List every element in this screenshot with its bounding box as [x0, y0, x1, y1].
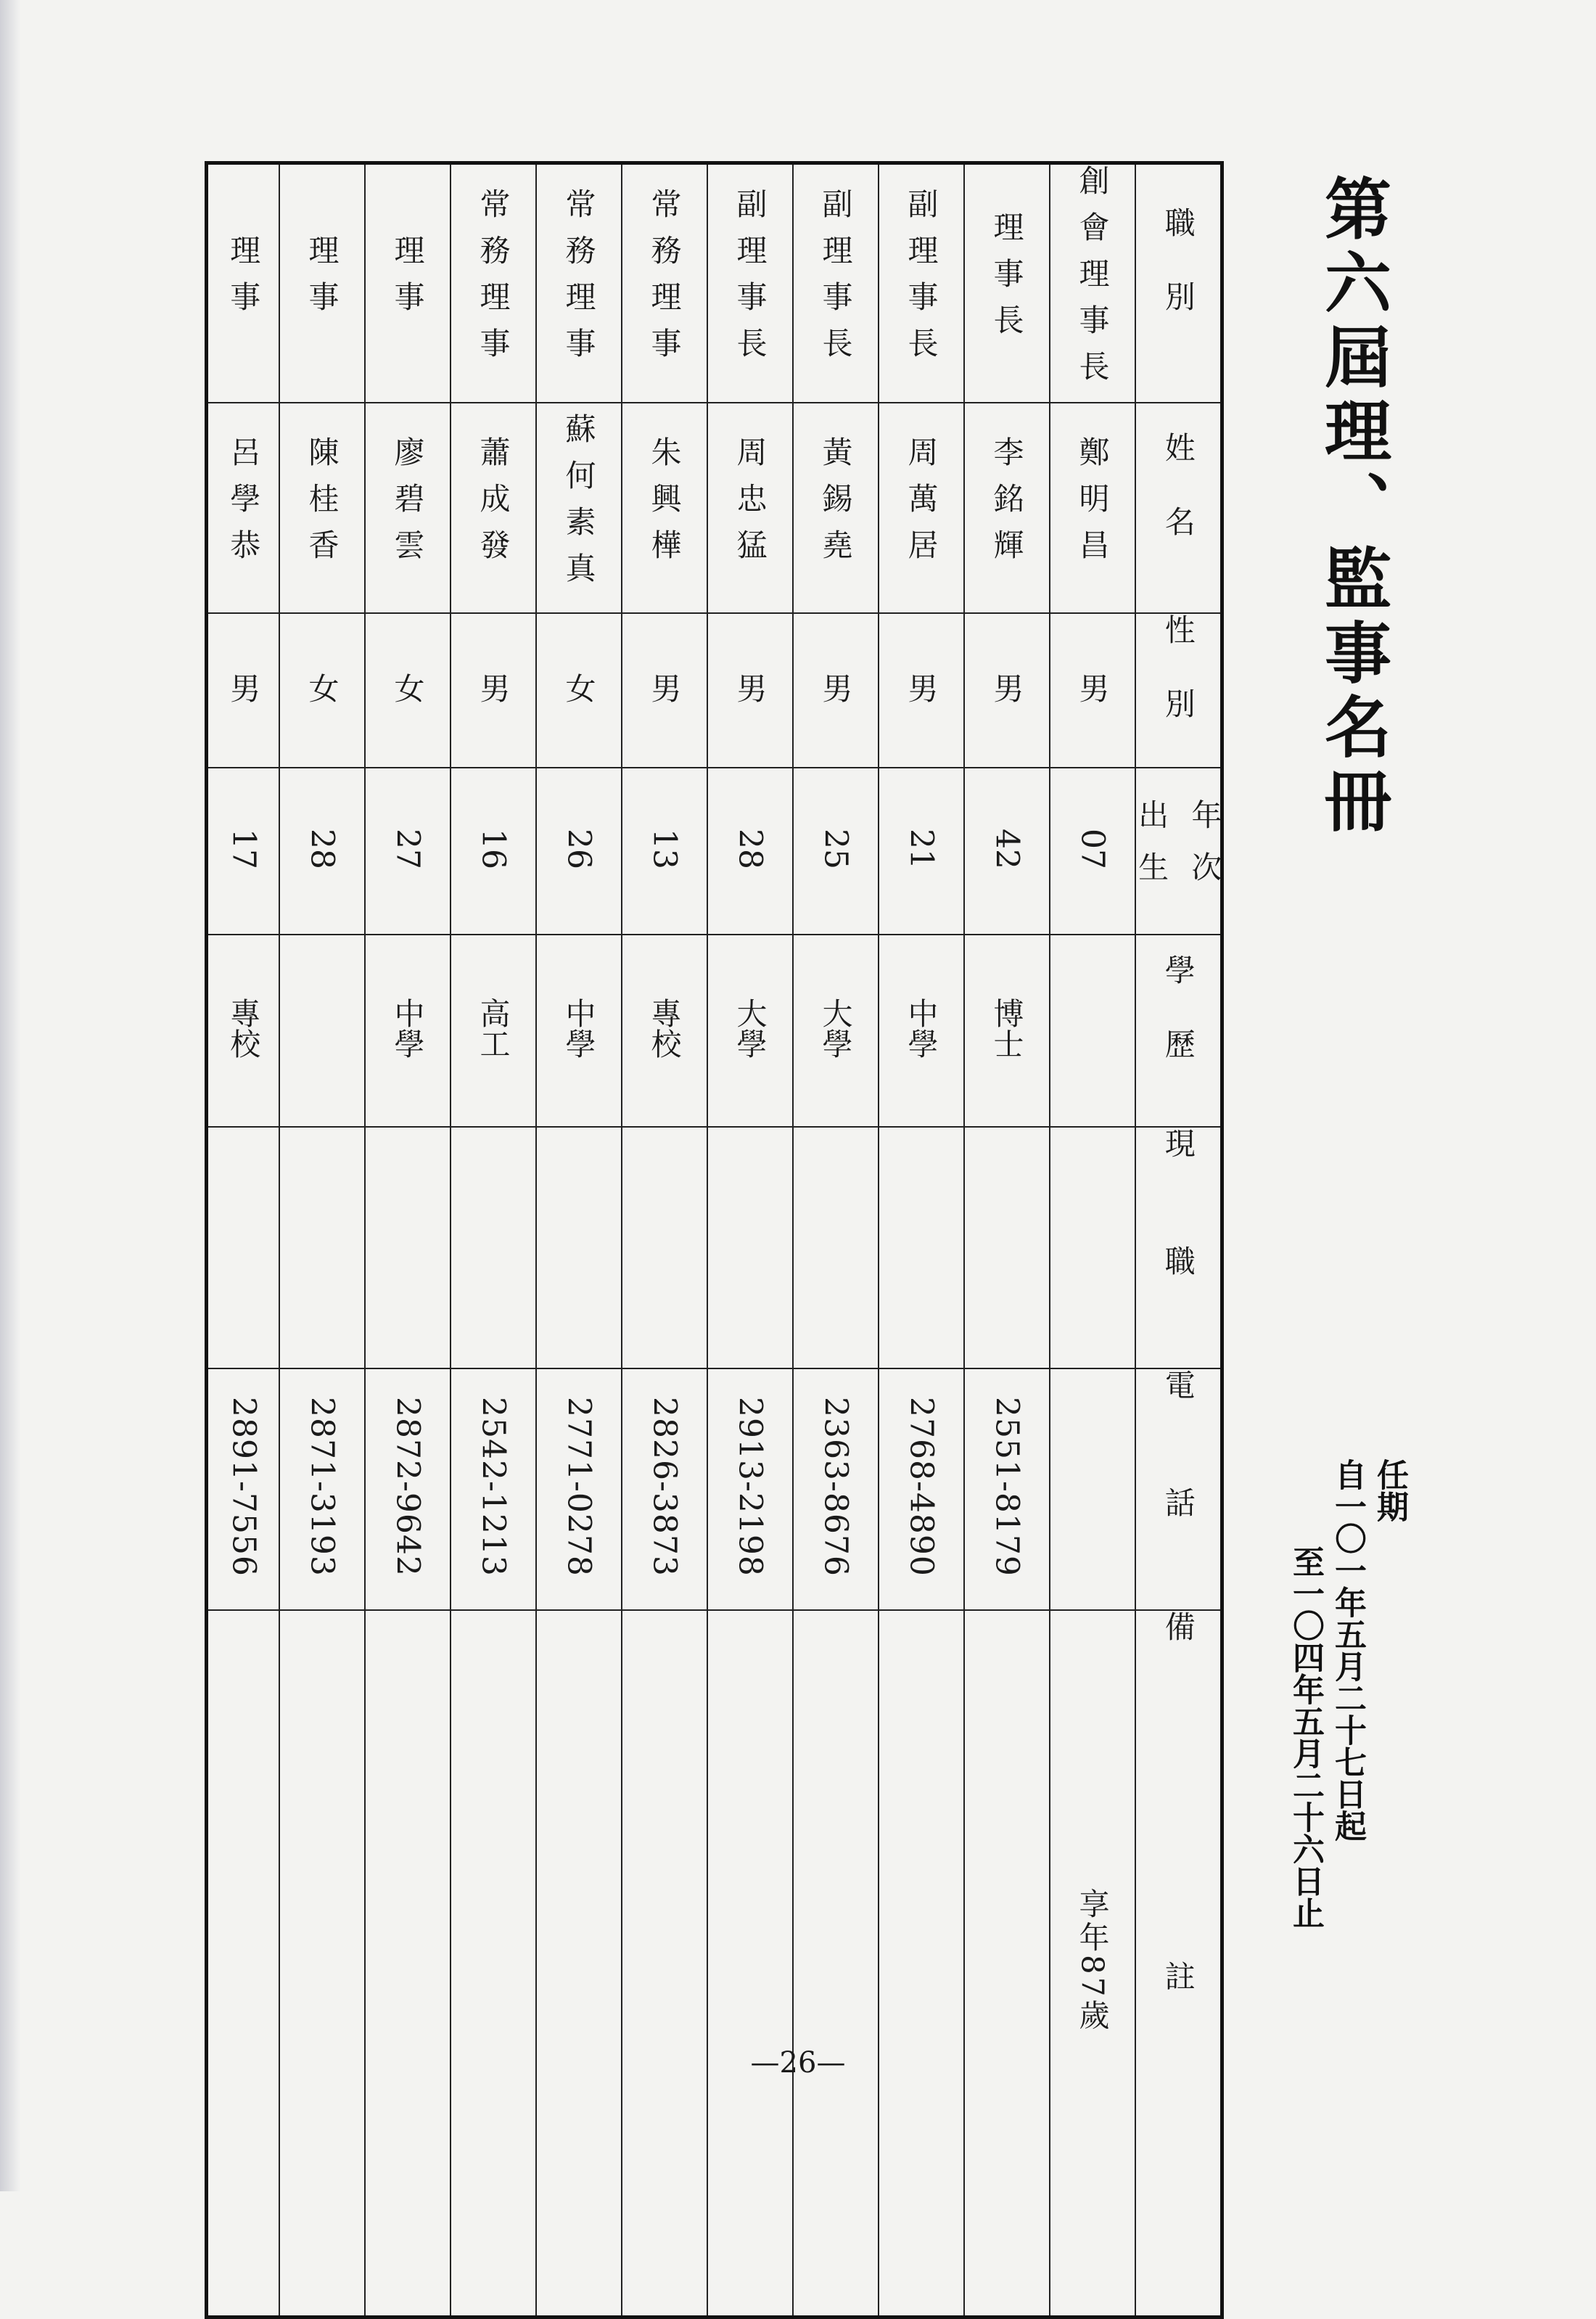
cell-position: [879, 163, 964, 403]
cell-education: [1050, 935, 1135, 1127]
cell-education-text: 專校: [226, 998, 262, 1059]
cell-current-job: [1050, 1127, 1135, 1368]
cell-name: [1050, 403, 1135, 613]
cell-phone-text: 2542-1213: [474, 1397, 512, 1577]
cell-remarks-text: 享年87歲: [1074, 1888, 1111, 2033]
header-birth-year-a: 出生: [1134, 799, 1170, 903]
cell-birth-year: [536, 768, 622, 935]
cell-current-job: [451, 1127, 536, 1368]
cell-birth-year: [793, 768, 879, 935]
cell-name: [207, 403, 279, 613]
cell-birth-year-text: 42: [988, 828, 1026, 869]
cell-phone: [964, 1368, 1050, 1610]
cell-remarks: [707, 1610, 793, 2318]
cell-name-text: 呂學恭: [226, 435, 262, 575]
row-name: [207, 403, 1222, 613]
cell-gender-text: 男: [732, 673, 768, 703]
cell-name: [279, 403, 365, 613]
cell-position-text: 副理事長: [903, 188, 939, 374]
cell-remarks: [536, 1610, 622, 2318]
cell-name: [451, 403, 536, 613]
cell-name-text: 廖碧雲: [390, 435, 426, 575]
cell-gender-text: 男: [475, 673, 511, 703]
cell-gender: [879, 613, 964, 768]
cell-phone: [793, 1368, 879, 1610]
cell-birth-year-text: 07: [1074, 828, 1111, 869]
header-remarks: 備註: [1135, 1610, 1222, 2318]
cell-name: [622, 403, 707, 613]
cell-position-text: 理事: [390, 234, 426, 327]
cell-phone-text: 2913-2198: [731, 1397, 769, 1577]
cell-position: [622, 163, 707, 403]
cell-current-job: [964, 1127, 1050, 1368]
row-current-job: [207, 1127, 1222, 1368]
cell-education-text: 中學: [903, 998, 939, 1059]
cell-phone: [536, 1368, 622, 1610]
cell-name-text: 周忠猛: [732, 435, 768, 575]
cell-remarks: [1050, 1610, 1135, 2318]
cell-position-text: 創會理事長: [1074, 165, 1111, 397]
cell-birth-year-text: 21: [902, 828, 940, 869]
cell-gender-text: 男: [226, 673, 262, 703]
cell-gender-text: 女: [390, 673, 426, 703]
cell-position-text: 常務理事: [561, 188, 597, 374]
term-from: 自一〇一年五月二十七日起: [1329, 1458, 1366, 1842]
cell-position-text: 理事長: [989, 211, 1025, 350]
cell-education: [622, 935, 707, 1127]
cell-phone: [451, 1368, 536, 1610]
cell-remarks: [622, 1610, 707, 2318]
row-remarks: [207, 1610, 1222, 2318]
header-phone: 電話: [1135, 1368, 1222, 1610]
cell-birth-year-text: 27: [389, 828, 427, 869]
cell-remarks: [451, 1610, 536, 2318]
cell-phone: [207, 1368, 279, 1610]
cell-name-text: 李銘輝: [989, 435, 1025, 575]
cell-phone: [365, 1368, 451, 1610]
cell-name: [879, 403, 964, 613]
cell-position-text: 副理事長: [818, 188, 854, 374]
row-phone: [207, 1368, 1222, 1610]
row-gender: [207, 613, 1222, 768]
cell-name-text: 陳桂香: [304, 435, 340, 575]
cell-gender-text: 男: [989, 673, 1025, 703]
cell-gender: [451, 613, 536, 768]
cell-education: [207, 935, 279, 1127]
cell-remarks: [365, 1610, 451, 2318]
cell-education-text: 中學: [561, 998, 597, 1059]
cell-phone-text: 2826-3873: [646, 1397, 683, 1577]
cell-education-text: 大學: [818, 998, 854, 1059]
roster-table: [205, 161, 1224, 2319]
cell-position: [793, 163, 879, 403]
cell-remarks: [279, 1610, 365, 2318]
cell-birth-year: [451, 768, 536, 935]
term-of-office: [1284, 1458, 1410, 2010]
cell-education: [707, 935, 793, 1127]
cell-birth-year: [279, 768, 365, 935]
cell-position-text: 理事: [304, 234, 340, 327]
cell-phone: [707, 1368, 793, 1610]
cell-gender: [622, 613, 707, 768]
cell-phone: [622, 1368, 707, 1610]
cell-gender: [207, 613, 279, 768]
cell-current-job: [622, 1127, 707, 1368]
cell-phone: [279, 1368, 365, 1610]
cell-remarks: [207, 1610, 279, 2318]
cell-education: [879, 935, 964, 1127]
cell-education-text: 中學: [390, 998, 426, 1059]
cell-name-text: 朱興樺: [646, 435, 683, 575]
cell-position: [365, 163, 451, 403]
cell-position-text: 常務理事: [646, 188, 683, 374]
cell-name: [964, 403, 1050, 613]
cell-position: [536, 163, 622, 403]
cell-education: [279, 935, 365, 1127]
cell-name-text: 蕭成發: [475, 435, 511, 575]
cell-position: [964, 163, 1050, 403]
cell-current-job: [279, 1127, 365, 1368]
cell-birth-year-text: 13: [646, 828, 683, 869]
cell-education: [964, 935, 1050, 1127]
header-birth-year: [1135, 768, 1222, 935]
cell-name-text: 鄭明昌: [1074, 435, 1111, 575]
cell-education: [365, 935, 451, 1127]
cell-education: [793, 935, 879, 1127]
cell-birth-year: [207, 768, 279, 935]
cell-current-job: [207, 1127, 279, 1368]
cell-remarks: [793, 1610, 879, 2318]
cell-gender-text: 男: [1074, 673, 1111, 703]
cell-birth-year: [879, 768, 964, 935]
cell-gender: [536, 613, 622, 768]
cell-name: [536, 403, 622, 613]
cell-birth-year: [622, 768, 707, 935]
cell-position-text: 常務理事: [475, 188, 511, 374]
cell-name-text: 蘇何素真: [561, 412, 597, 599]
cell-phone-text: 2891-7556: [225, 1397, 263, 1577]
cell-gender: [964, 613, 1050, 768]
cell-education: [536, 935, 622, 1127]
header-name: 姓名: [1135, 403, 1222, 613]
row-education: [207, 935, 1222, 1127]
cell-birth-year-text: 28: [303, 828, 341, 869]
cell-position-text: 副理事長: [732, 188, 768, 374]
cell-phone: [1050, 1368, 1135, 1610]
cell-gender-text: 女: [561, 673, 597, 703]
cell-gender-text: 男: [646, 673, 683, 703]
cell-birth-year-text: 28: [731, 828, 769, 869]
row-birth-year: [207, 768, 1222, 935]
cell-name: [793, 403, 879, 613]
cell-name-text: 黃錫堯: [818, 435, 854, 575]
cell-name-text: 周萬居: [903, 435, 939, 575]
cell-remarks: [964, 1610, 1050, 2318]
cell-remarks: [879, 1610, 964, 2318]
cell-phone-text: 2871-3193: [303, 1397, 341, 1577]
cell-gender: [707, 613, 793, 768]
page-number: —26—: [750, 2046, 846, 2080]
cell-position-text: 理事: [226, 234, 262, 327]
cell-gender: [365, 613, 451, 768]
cell-phone-text: 2363-8676: [817, 1397, 855, 1577]
cell-education-text: 博士: [989, 998, 1025, 1059]
cell-position: [207, 163, 279, 403]
cell-current-job: [365, 1127, 451, 1368]
row-position: [207, 163, 1222, 403]
cell-current-job: [793, 1127, 879, 1368]
cell-current-job: [879, 1127, 964, 1368]
cell-phone-text: 2872-9642: [389, 1397, 427, 1577]
cell-gender-text: 女: [304, 673, 340, 703]
cell-phone-text: 2551-8179: [988, 1397, 1026, 1577]
cell-birth-year-text: 17: [225, 828, 263, 869]
cell-position: [279, 163, 365, 403]
cell-education-text: 高工: [475, 998, 511, 1059]
header-education: 學歷: [1135, 935, 1222, 1127]
header-position: 職別: [1135, 163, 1222, 403]
cell-birth-year: [964, 768, 1050, 935]
cell-position: [707, 163, 793, 403]
cell-education: [451, 935, 536, 1127]
cell-education-text: 專校: [646, 998, 683, 1059]
cell-birth-year-text: 26: [560, 828, 598, 869]
header-birth-year-b: 年次: [1187, 799, 1223, 903]
cell-gender: [793, 613, 879, 768]
header-gender: 性別: [1135, 613, 1222, 768]
term-to: 至一〇四年五月二十六日止: [1287, 1546, 1324, 1929]
page-edge-shadow: [0, 0, 20, 2191]
cell-birth-year: [1050, 768, 1135, 935]
cell-current-job: [536, 1127, 622, 1368]
cell-gender: [1050, 613, 1135, 768]
term-label: 任期: [1371, 1458, 1408, 1522]
cell-birth-year: [707, 768, 793, 935]
cell-birth-year-text: 25: [817, 828, 855, 869]
cell-current-job: [707, 1127, 793, 1368]
cell-birth-year: [365, 768, 451, 935]
cell-phone-text: 2768-4890: [902, 1397, 940, 1577]
header-current-job: 現職: [1135, 1127, 1222, 1368]
cell-education-text: 大學: [732, 998, 768, 1059]
cell-name: [707, 403, 793, 613]
cell-name: [365, 403, 451, 613]
page-title: 第六屆理、監事名冊: [1314, 174, 1391, 840]
cell-gender-text: 男: [903, 673, 939, 703]
cell-position: [1050, 163, 1135, 403]
cell-gender: [279, 613, 365, 768]
cell-gender-text: 男: [818, 673, 854, 703]
cell-phone: [879, 1368, 964, 1610]
cell-position: [451, 163, 536, 403]
cell-phone-text: 2771-0278: [560, 1397, 598, 1577]
cell-birth-year-text: 16: [474, 828, 512, 869]
